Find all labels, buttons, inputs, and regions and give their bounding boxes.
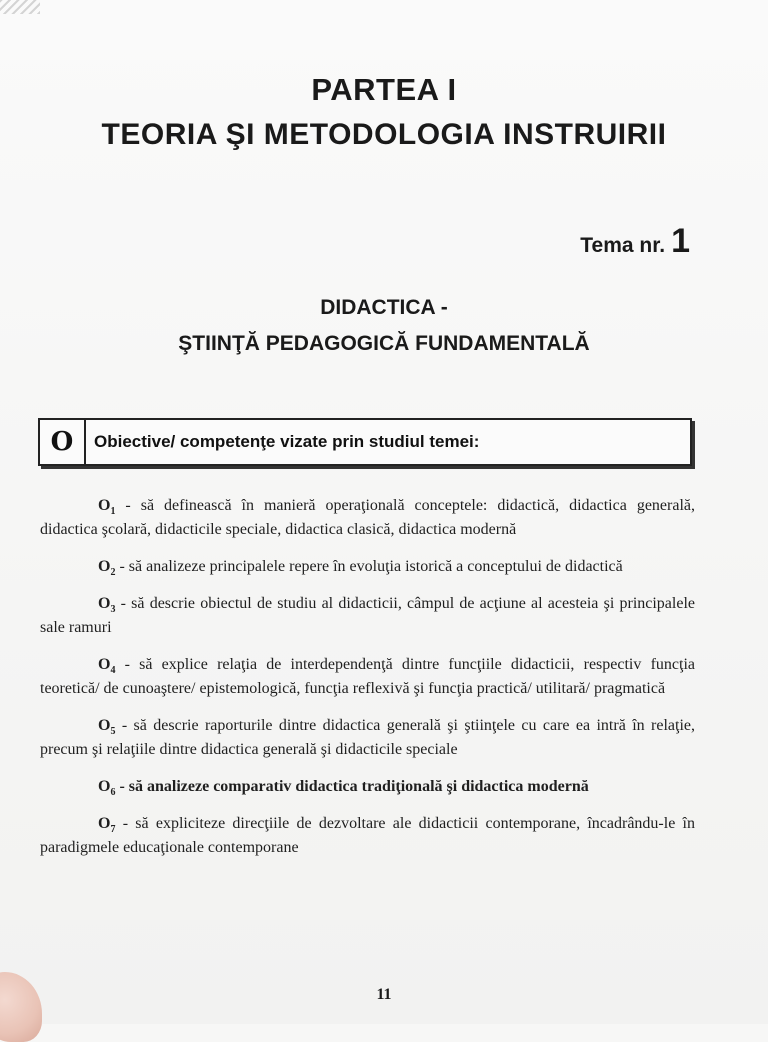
objective-text: - să analizeze principalele repere în evoluţia istorică a conceptului de didactică	[115, 558, 623, 575]
objective-subscript: 3	[110, 604, 116, 616]
objective-item	[40, 714, 695, 762]
objective-code: O	[98, 595, 111, 612]
objective-item	[40, 775, 695, 799]
objective-item	[40, 812, 695, 860]
objectives-heading: Obiective/ competenţe vizate prin studiul temei:	[94, 432, 480, 451]
objective-code: O	[98, 717, 111, 734]
objective-subscript: 1	[110, 506, 116, 518]
part-title: PARTEA I	[311, 72, 457, 107]
objective-text: - să expliciteze direcţiile de dezvoltare ale didacticii contemporane, încadrându-le în paradigmele educaţionale contemporane	[40, 815, 695, 856]
objective-subscript: 6	[110, 787, 116, 799]
part-subtitle: TEORIA ŞI METODOLOGIA INSTRUIRII	[101, 118, 667, 151]
objective-code: O	[98, 497, 111, 514]
objective-subscript: 7	[110, 824, 116, 836]
objectives-box-letter: O	[40, 420, 86, 464]
theme-title-line1: DIDACTICA -	[320, 296, 448, 319]
objective-code: O	[98, 656, 111, 673]
objective-item	[40, 555, 695, 579]
objectives-list	[40, 494, 695, 873]
theme-label: Tema nr.	[580, 234, 666, 257]
objective-code: O	[98, 778, 111, 795]
objective-subscript: 5	[110, 726, 116, 738]
objective-text: - să analizeze comparativ didactica tradiţională şi didactica modernă	[115, 778, 589, 795]
objective-item	[40, 653, 695, 701]
objective-subscript: 4	[110, 665, 116, 677]
objective-text: - să explice relaţia de interdependenţă dintre funcţiile didacticii, respectiv funcţia teoretică/ de cunoaştere/ epistemologică, funcţia reflexivă şi funcţia practică/ utilitară/ pragmatică	[40, 656, 695, 697]
objective-item	[40, 494, 695, 542]
objective-text: - să definească în manieră operaţională conceptele: didactică, didactica generală, didactica şcolară, didacticile speciale, didactica clasică, didactica modernă	[40, 497, 695, 538]
page-corner-shadow	[0, 0, 40, 14]
theme-title-line2: ŞTIINŢĂ PEDAGOGICĂ FUNDAMENTALĂ	[178, 332, 590, 355]
objective-code: O	[98, 815, 111, 832]
objective-item	[40, 592, 695, 640]
objective-text: - să descrie raporturile dintre didactica generală şi ştiinţele cu care ea intră în relaţie, precum şi relaţiile dintre didactica generală şi didacticile speciale	[40, 717, 695, 758]
objective-text: - să descrie obiectul de studiu al didacticii, câmpul de acţiune al acesteia şi principalele sale ramuri	[40, 595, 695, 636]
objectives-heading-box	[38, 418, 692, 466]
objective-code: O	[98, 558, 111, 575]
thumb-image	[0, 972, 42, 1042]
objective-subscript: 2	[110, 567, 116, 579]
page-number: 11	[376, 986, 392, 1003]
theme-number-label	[580, 222, 690, 261]
theme-number: 1	[671, 222, 690, 260]
